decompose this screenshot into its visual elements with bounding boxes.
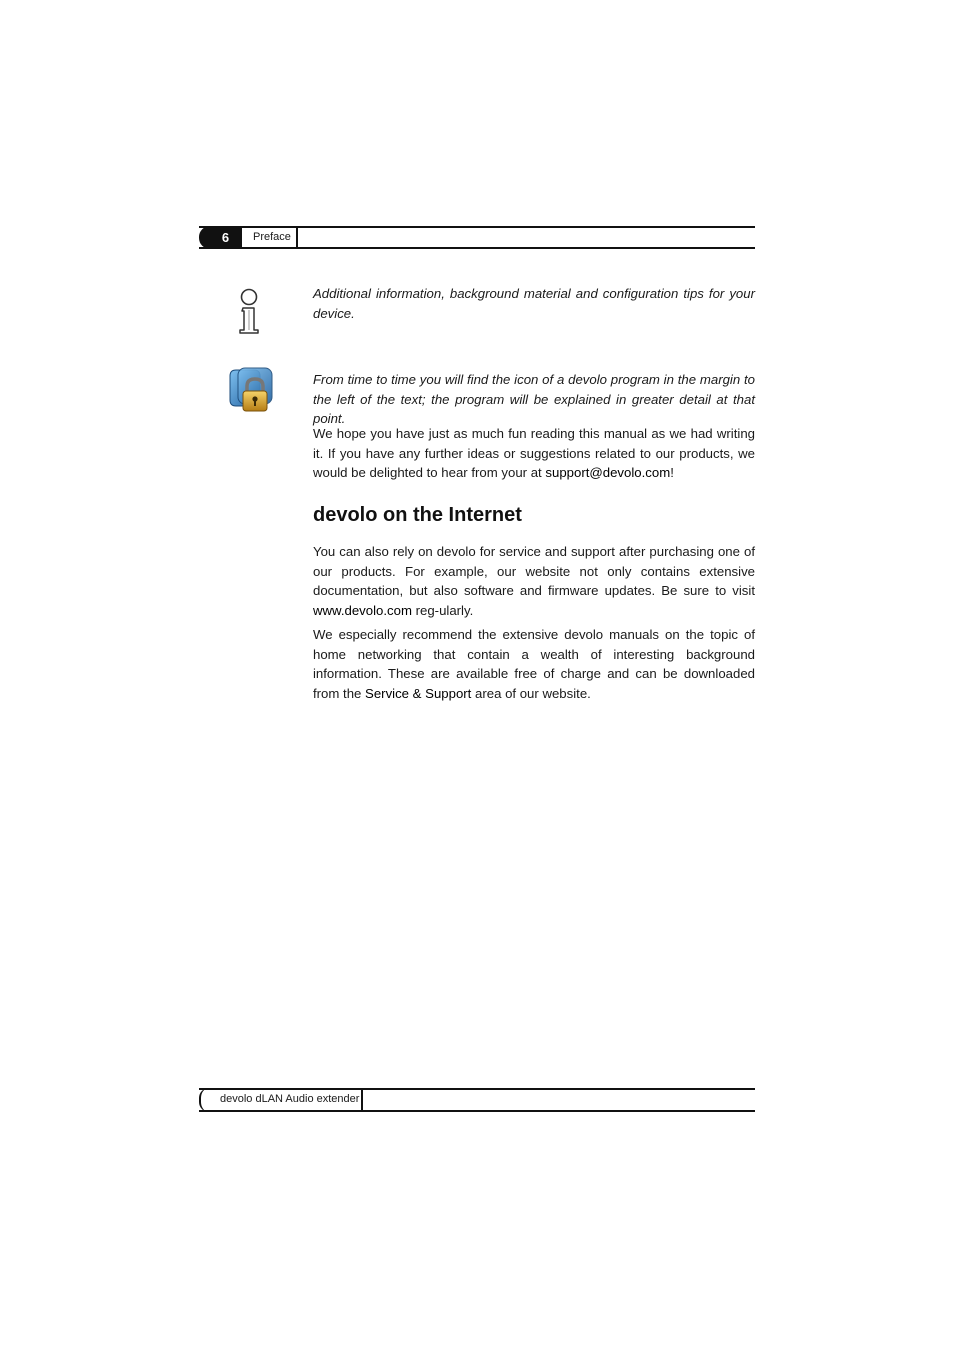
info-note: Additional information, background material and configuration tips for your device.	[313, 286, 755, 321]
page-number-tab	[199, 226, 242, 249]
manuals-paragraph	[313, 625, 755, 703]
page-number: 6	[221, 230, 230, 245]
intro-paragraph	[313, 424, 755, 483]
website-link[interactable]: www.devolo.com	[313, 602, 412, 618]
page-header	[199, 226, 755, 249]
section-title: Preface	[242, 226, 298, 249]
manuals-text-end: area of our website.	[471, 685, 591, 701]
internet-paragraph	[313, 542, 755, 620]
intro-text-end: !	[670, 465, 674, 480]
support-email-link[interactable]: support@devolo.com	[545, 465, 671, 480]
info-icon	[236, 288, 264, 334]
devolo-program-lock-icon	[226, 366, 276, 414]
manuals-text: We especially recommend the extensive devolo manuals on the topic of home networking that contain a wealth of interesting background information. These are available free of charge and can be downloaded from the	[313, 627, 755, 701]
service-support-link[interactable]: Service & Support	[365, 685, 472, 701]
intro-text: We hope you have just as much fun reading this manual as we had writing it. If you have any further ideas or suggestions related to our products, we would be delighted to hear from your at	[313, 426, 755, 480]
internet-text: You can also rely on devolo for service and support after purchasing one of our products. For example, our website not only contains extensive documentation, but also software and firmware updates. Be sure to visit	[313, 544, 755, 598]
program-note: From time to time you will find the icon of a devolo program in the margin to the left of the text; the program will be explained in greater detail at that point.	[313, 372, 755, 426]
section-heading: devolo on the Internet	[313, 504, 522, 526]
internet-text-end: reg-ularly.	[411, 602, 474, 618]
page-footer	[199, 1088, 755, 1112]
product-name: devolo dLAN Audio extender	[199, 1088, 363, 1112]
